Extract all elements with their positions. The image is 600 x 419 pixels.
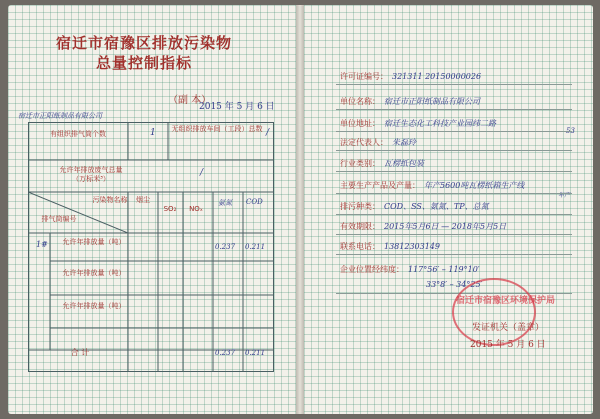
address-value: 宿迁生态化工科技产业园纬二路 bbox=[384, 119, 496, 128]
unit-name-label: 单位名称： bbox=[340, 97, 380, 106]
company-handwritten: 宿迁市正阳纸制品有限公司 bbox=[18, 112, 102, 120]
location-value-2: 33°8′ – 34°25′ bbox=[426, 280, 483, 289]
unit-name-value: 宿迁市正阳纸制品有限公司 bbox=[384, 97, 480, 106]
col-nox: NOₓ bbox=[189, 205, 203, 213]
legal-rep-row bbox=[340, 137, 416, 148]
pollutants-value: COD、SS、氨氮、TP、总氮 bbox=[384, 202, 489, 211]
unorganized-value: / bbox=[266, 128, 270, 138]
organized-sources-value: 1 bbox=[150, 128, 156, 138]
stack-1: 1# bbox=[36, 240, 48, 249]
industry-row bbox=[340, 158, 424, 169]
document-title-line1: 宿迁市宿豫区排放污染物 bbox=[55, 34, 232, 52]
phone-label: 联系电话： bbox=[340, 242, 380, 251]
issue-date-left: 2015 年 5 月 6 日 bbox=[199, 102, 275, 112]
address-extra: 53 bbox=[566, 127, 575, 135]
annual-exhaust-value: / bbox=[200, 168, 204, 178]
products-label: 主要生产产品及产量： bbox=[340, 181, 420, 190]
book-spine bbox=[296, 5, 304, 414]
col-cod-handwritten: COD bbox=[246, 198, 263, 206]
rule bbox=[336, 84, 572, 85]
rule bbox=[336, 109, 572, 110]
rule bbox=[336, 193, 572, 194]
address-label: 单位地址： bbox=[340, 119, 380, 128]
products-extra: 年产 bbox=[558, 192, 571, 199]
products-value: 年产5600吨瓦楞纸箱生产线 bbox=[424, 181, 525, 190]
rule bbox=[336, 214, 572, 215]
products-row bbox=[340, 180, 524, 191]
organized-sources-label: 有组织排气筒个数 bbox=[50, 130, 106, 138]
legal-rep-value: 朱磊玲 bbox=[392, 138, 416, 147]
phone-value: 13812303149 bbox=[384, 242, 440, 251]
legal-rep-label: 法定代表人： bbox=[340, 138, 388, 147]
issuing-authority-label: 发证机关（盖章） bbox=[472, 323, 545, 333]
col-so2: SO₂ bbox=[163, 205, 177, 213]
annual-exhaust-label: 允许年排放废气总量（万标米³） bbox=[59, 166, 123, 183]
total-ammonia: 0.237 bbox=[215, 349, 236, 357]
unorganized-label: 无组织排放车间（工段）总数 bbox=[171, 125, 263, 133]
rule bbox=[336, 171, 572, 172]
unit-name-row bbox=[340, 96, 480, 107]
phone-row bbox=[340, 241, 440, 252]
allowed-row1-cod: 0.211 bbox=[245, 243, 266, 251]
col-ammonia-handwritten: 氨氮 bbox=[218, 199, 232, 207]
location-label: 企业位置经纬度： bbox=[340, 265, 404, 274]
rule bbox=[336, 234, 572, 235]
emission-table bbox=[28, 122, 274, 372]
location-value-1: 117°56′ – 119°10′ bbox=[408, 265, 480, 274]
validity-row bbox=[340, 221, 506, 232]
total-cod: 0.211 bbox=[245, 349, 266, 357]
stack-no-label: 排气筒编号 bbox=[41, 215, 77, 223]
validity-label: 有效期限： bbox=[340, 222, 380, 231]
official-seal-text: 宿迁市宿豫区环境保护局 bbox=[456, 296, 556, 306]
permit-row bbox=[340, 71, 481, 82]
address-row bbox=[340, 118, 496, 129]
allowed-annual-label-1: 允许年排放量（吨） bbox=[62, 238, 126, 246]
pollutants-label: 排污种类： bbox=[340, 202, 380, 211]
location-row bbox=[340, 264, 480, 275]
permit-no-value: 321311 20150000026 bbox=[392, 72, 482, 81]
document-title-line2: 总量控制指标 bbox=[95, 54, 192, 72]
official-seal bbox=[452, 278, 536, 346]
allowed-annual-label-3: 允许年排放量（吨） bbox=[62, 302, 126, 310]
rule bbox=[336, 131, 572, 132]
rule bbox=[336, 254, 572, 255]
allowed-row1-ammonia: 0.237 bbox=[215, 243, 236, 251]
copy-label: （副 本） bbox=[168, 95, 212, 106]
issue-date-right: 2015 年 5 月 6 日 bbox=[470, 340, 546, 350]
total-label: 合 计 bbox=[70, 348, 90, 357]
rule bbox=[336, 150, 572, 151]
permit-no-label: 许可证编号： bbox=[340, 72, 388, 81]
validity-value: 2015年5月6日 — 2018年5月5日 bbox=[384, 222, 507, 231]
col-smoke: 烟尘 bbox=[136, 196, 150, 204]
industry-value: 瓦楞纸包装 bbox=[384, 159, 424, 168]
allowed-annual-label-2: 允许年排放量（吨） bbox=[62, 269, 126, 277]
pollutants-row bbox=[340, 201, 489, 212]
pollutant-name-label: 污染物名称 bbox=[92, 196, 128, 204]
industry-label: 行业类别： bbox=[340, 159, 380, 168]
